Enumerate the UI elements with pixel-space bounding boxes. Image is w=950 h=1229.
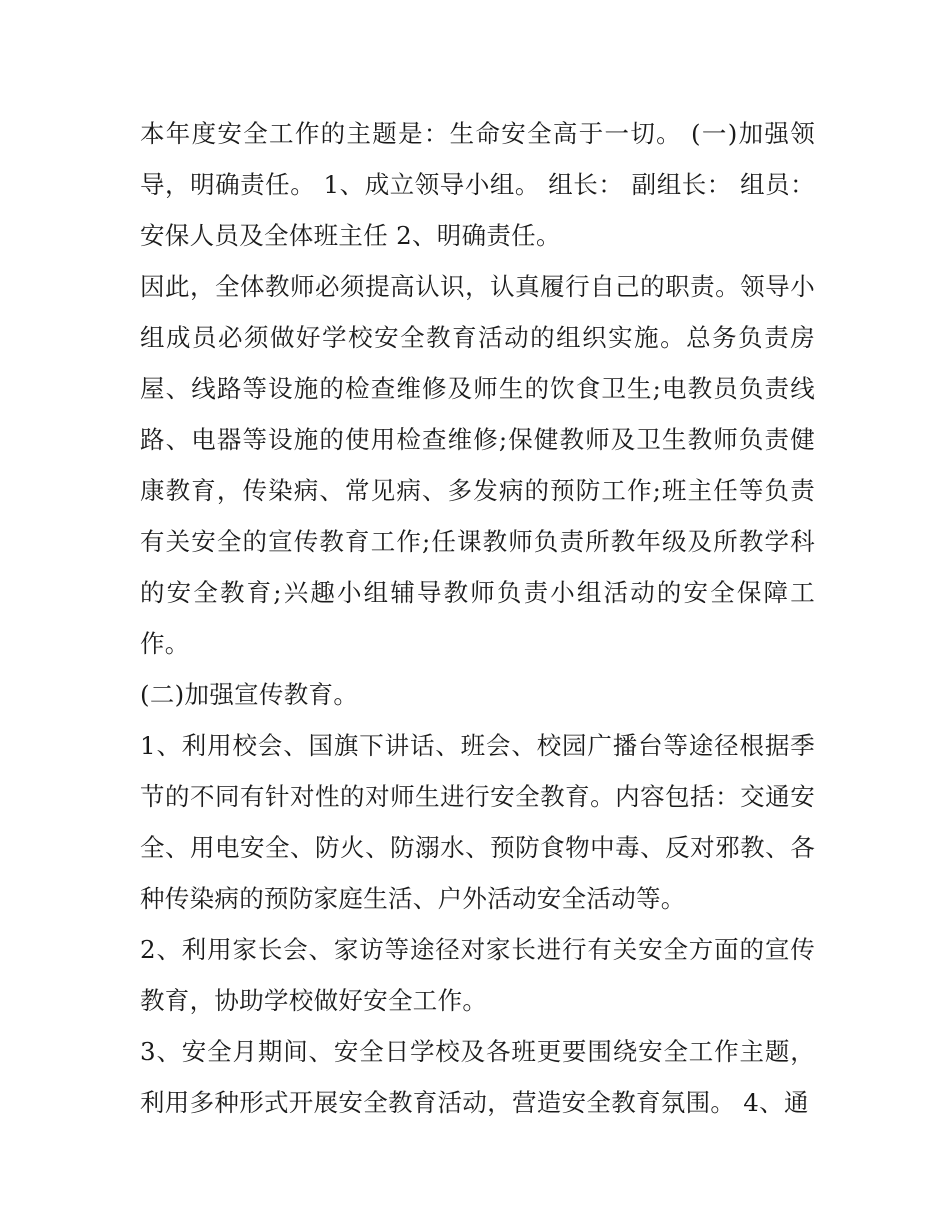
paragraph-item-3: 3、安全月期间、安全日学校及各班更要围绕安全工作主题，利用多种形式开展安全教育活动，营造安全教育氛围。 4、通	[140, 1037, 815, 1117]
paragraph-responsibilities: 因此，全体教师必须提高认识，认真履行自己的职责。领导小组成员必须做好学校安全教育活动的组织实施。总务负责房屋、线路等设施的检查维修及师生的饮食卫生;电教员负责线路、电器等设施的使用检查维修;保健教师及卫生教师负责健康教育，传染病、常见病、多发病的预防工作;班主任等负责有关安全的宣传教育工作;任课教师负责所教年级及所教学科的安全教育;兴趣小组辅导教师负责小组活动的安全保障工作。	[140, 272, 815, 658]
section-heading-publicity: (二)加强宣传教育。	[140, 680, 359, 709]
paragraph-safety-theme: 本年度安全工作的主题是：生命安全高于一切。 (一)加强领导，明确责任。 1、成立领导小组。 组长： 副组长： 组员：安保人员及全体班主任 2、明确责任。	[140, 119, 815, 250]
document-body	[140, 108, 815, 1128]
paragraph-item-2: 2、利用家长会、家访等途径对家长进行有关安全方面的宣传教育，协助学校做好安全工作。	[140, 935, 815, 1015]
paragraph-item-1: 1、利用校会、国旗下讲话、班会、校园广播台等途径根据季节的不同有针对性的对师生进行安全教育。内容包括：交通安全、用电安全、防火、防溺水、预防食物中毒、反对邪教、各种传染病的预防家庭生活、户外活动安全活动等。	[140, 731, 815, 913]
